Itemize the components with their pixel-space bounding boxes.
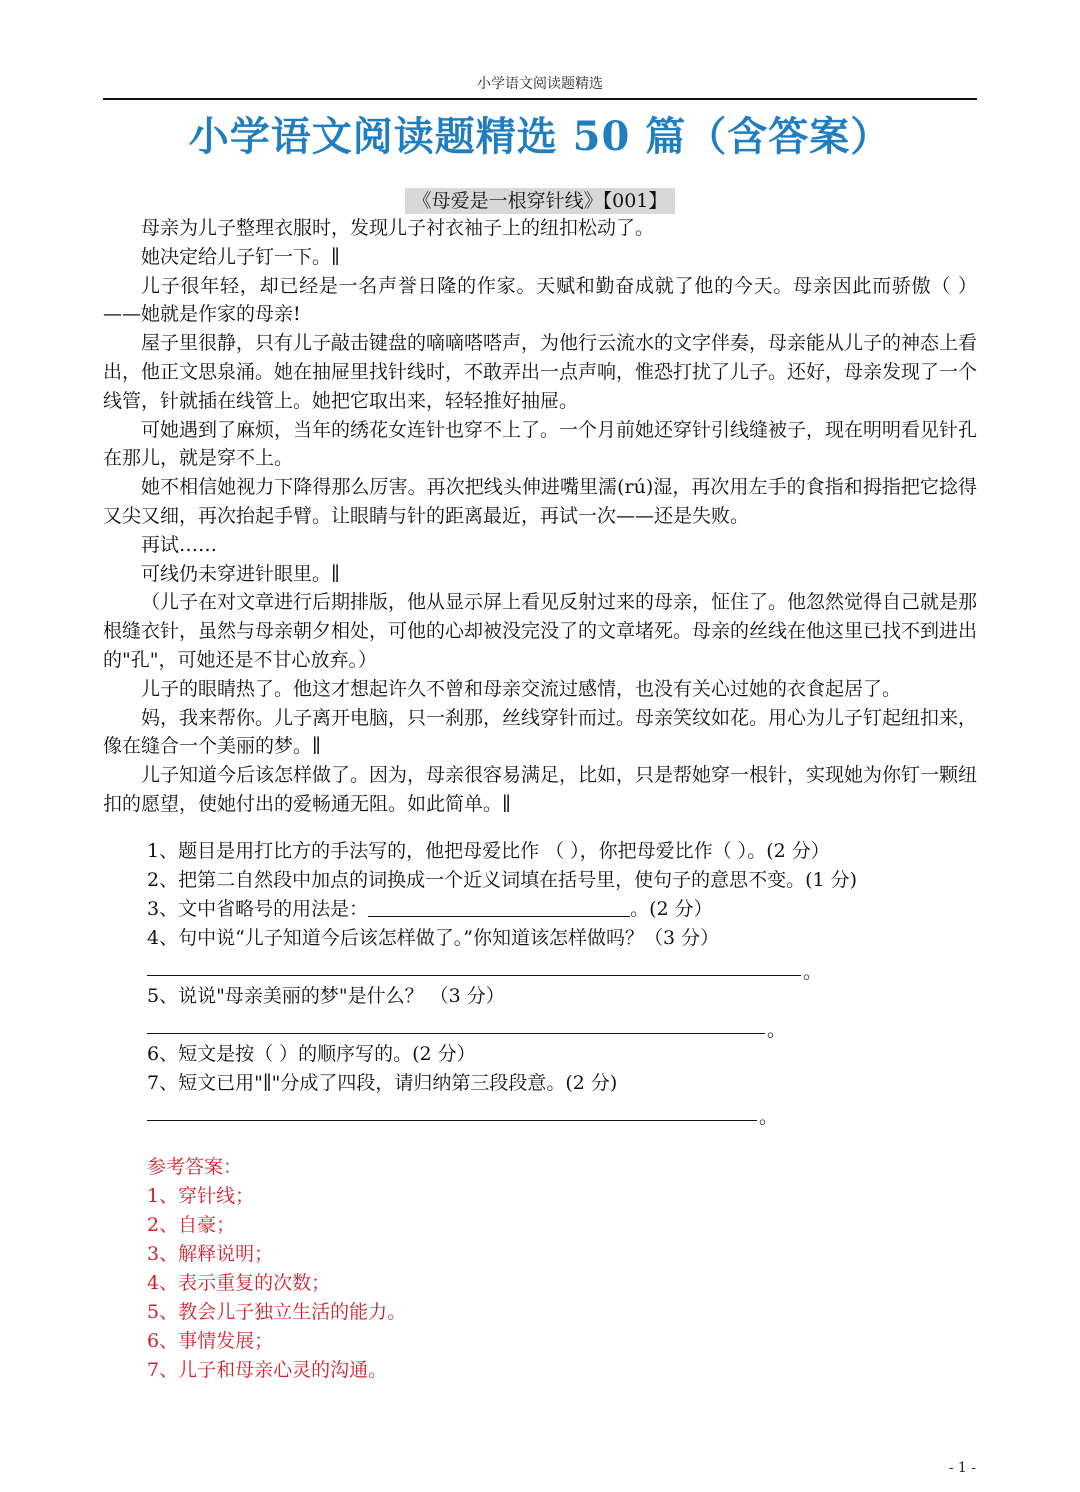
paragraph: 儿子很年轻，却已经是一名声誉日隆的作家。天赋和勤奋成就了他的今天。母亲因此而骄傲（ ）——她就是作家的母亲! bbox=[103, 274, 977, 326]
article-body bbox=[103, 214, 977, 819]
paragraph: 可她遇到了麻烦，当年的绣花女连针也穿不上了。一个月前她还穿针引线缝被子，现在明明看见针孔在那儿，就是穿不上。 bbox=[103, 418, 978, 470]
page-number: - 1 - bbox=[948, 1460, 976, 1476]
end-mark: 。 bbox=[803, 961, 823, 983]
article-title: 《母爱是一根穿针线》【001】 bbox=[405, 188, 676, 214]
question-3-blank[interactable] bbox=[368, 896, 630, 917]
answer-item: 5、教会儿子独立生活的能力。 bbox=[147, 1301, 407, 1323]
question-3-points: 。(2 分） bbox=[630, 898, 713, 920]
paragraph: 妈，我来帮你。儿子离开电脑，只一刹那，丝线穿针而过。母亲笑纹如花。用心为儿子钉起纽扣来，像在缝合一个美丽的梦。∥ bbox=[103, 706, 978, 758]
question-3 bbox=[103, 895, 977, 924]
paragraph: （儿子在对文章进行后期排版，他从显示屏上看见反射过来的母亲，怔住了。他忽然觉得自己就是那根缝衣针，虽然与母亲朝夕相处，可他的心却被没完没了的文章堵死。母亲的丝线在他这里已找不到进出的"孔"，可她还是不甘心放弃。） bbox=[103, 591, 978, 671]
question-6: 6、短文是按（ ）的顺序写的。(2 分） bbox=[147, 1043, 476, 1065]
question-7-answer-line[interactable] bbox=[103, 1098, 977, 1127]
answer-item: 4、表示重复的次数； bbox=[147, 1272, 331, 1294]
answer-item: 2、自豪； bbox=[147, 1214, 236, 1236]
answer-item: 6、事情发展； bbox=[147, 1330, 274, 1352]
question-2: 2、把第二自然段中加点的词换成一个近义词填在括号里，使句子的意思不变。(1 分) bbox=[147, 869, 858, 891]
answer-underline bbox=[147, 1120, 757, 1121]
end-mark: 。 bbox=[759, 1106, 779, 1128]
answer-item: 1、穿针线； bbox=[147, 1185, 255, 1207]
answer-heading: 参考答案： bbox=[147, 1156, 243, 1178]
question-3-text: 3、文中省略号的用法是： bbox=[147, 898, 369, 920]
question-4-answer-line[interactable] bbox=[103, 953, 977, 982]
paragraph: 可线仍未穿进针眼里。∥ bbox=[141, 562, 340, 585]
paragraph: 母亲为儿子整理衣服时，发现儿子衬衣袖子上的纽扣松动了。 bbox=[141, 217, 655, 239]
document-title: 小学语文阅读题精选 50 篇（含答案） bbox=[188, 113, 892, 160]
question-5-answer-line[interactable] bbox=[103, 1011, 977, 1040]
question-5: 5、说说"母亲美丽的梦"是什么？ （3 分） bbox=[147, 985, 505, 1007]
paragraph: 她不相信她视力下降得那么厉害。再次把线头伸进嘴里濡(rú)湿，再次用左手的食指和拇指把它捻得又尖又细，再次抬起手臂。让眼睛与针的距离最近，再试一次——还是失败。 bbox=[103, 476, 977, 527]
answer-underline bbox=[147, 1033, 765, 1034]
answer-item: 7、儿子和母亲心灵的沟通。 bbox=[147, 1359, 388, 1381]
questions-section bbox=[103, 837, 977, 1127]
paragraph: 儿子知道今后该怎样做了。因为，母亲很容易满足，比如，只是帮她穿一根针，实现她为你钉一颗纽扣的愿望，使她付出的爱畅通无阻。如此简单。∥ bbox=[103, 764, 978, 815]
paragraph: 再试…… bbox=[141, 533, 218, 556]
answer-underline bbox=[147, 975, 801, 976]
question-1: 1、题目是用打比方的手法写的，他把母爱比作 （ ），你把母爱比作（ ）。(2 分） bbox=[147, 840, 830, 862]
question-7: 7、短文已用"∥"分成了四段，请归纳第三段段意。(2 分) bbox=[147, 1072, 618, 1094]
question-4: 4、句中说“儿子知道今后该怎样做了。”你知道该怎样做吗？（3 分） bbox=[147, 927, 720, 949]
header-rule bbox=[103, 98, 977, 100]
answer-item: 3、解释说明； bbox=[147, 1243, 274, 1265]
paragraph: 屋子里很静，只有儿子敲击键盘的嘀嘀嗒嗒声，为他行云流水的文字伴奏，母亲能从儿子的神态上看出，他正文思泉涌。她在抽屉里找针线时，不敢弄出一点声响，惟恐打扰了儿子。还好，母亲发现了一个线管，针就插在线管上。她把它取出来，轻轻推好抽屉。 bbox=[103, 332, 978, 412]
running-header: 小学语文阅读题精选 bbox=[477, 76, 603, 92]
article-title-wrap bbox=[0, 186, 1080, 213]
paragraph: 儿子的眼睛热了。他这才想起许久不曾和母亲交流过感情，也没有关心过她的衣食起居了。 bbox=[141, 677, 902, 700]
answer-key bbox=[147, 1153, 406, 1385]
paragraph: 她决定给儿子钉一下。∥ bbox=[141, 245, 340, 268]
end-mark: 。 bbox=[767, 1019, 787, 1041]
